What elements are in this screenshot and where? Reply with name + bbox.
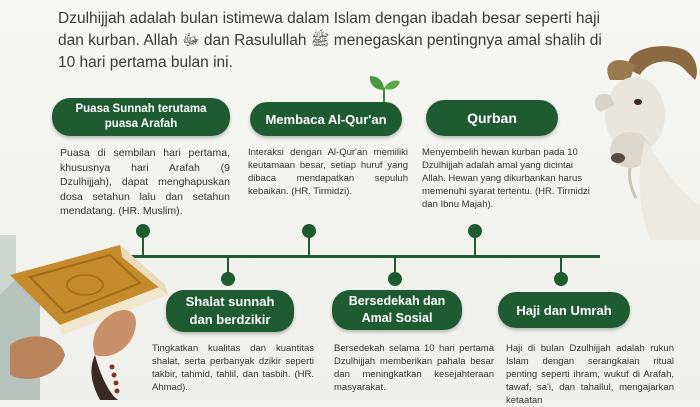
- card-shalat-title: [166, 290, 294, 332]
- card-puasa-title: [52, 98, 230, 136]
- card-title-line: Puasa Sunnah terutama: [75, 103, 207, 115]
- card-title-line: Haji dan Umrah: [516, 302, 612, 318]
- timeline-dot: [388, 272, 402, 286]
- timeline-dot: [221, 272, 235, 286]
- card-title-line: puasa Arafah: [104, 118, 178, 130]
- card-title-line: Qurban: [467, 110, 517, 126]
- timeline-line: [130, 255, 600, 258]
- card-title-line: Bersedekah dan: [348, 294, 446, 308]
- quran-illustration: [0, 235, 185, 400]
- card-title-line: Shalat sunnah: [185, 294, 275, 309]
- timeline-dot: [554, 272, 568, 286]
- goat-illustration: [590, 40, 700, 240]
- leaf-icon: [367, 74, 401, 104]
- card-title-line: dan berdzikir: [189, 312, 271, 327]
- card-title-line: Membaca Al-Qur'an: [265, 111, 387, 127]
- card-shalat-desc: Tingkatkan kualitas dan kuantitas shalat, serta perbanyak dzikir seperti takbir, tahmid, tahlil, dan tasbih. (HR. Ahmad).: [152, 343, 314, 393]
- intro-text: Dzulhijjah adalah bulan istimewa dalam Islam dengan ibadah besar seperti haji dan kurban. Allah ﷻ dan Rasulullah ﷺ menegaskan pentingnya amal shalih di 10 hari pertama bulan ini.: [58, 10, 602, 71]
- card-sedekah-desc: Bersedekah selama 10 hari pertama Dzulhijjah memberikan pahala besar dan meningkatkan kesejahteraan masyarakat.: [334, 343, 494, 393]
- card-qurban-title: [426, 100, 558, 136]
- timeline-stem: [308, 236, 310, 256]
- card-haji-desc: Haji di bulan Dzulhijjah adalah rukun Islam dengan serangkaian ritual penting seperti ihram, wukuf di Arafah, tawaf, sa'i, dan tahallul, mengajarkan ketaatan: [506, 343, 674, 406]
- card-title-line: Amal Sosial: [361, 311, 433, 325]
- card-quran-title: [250, 102, 402, 136]
- card-qurban-desc: Menyembelih hewan kurban pada 10 Dzulhijjah adalah amal yang dicintai Allah. Hewan yang dikurbankan harus memenuhi syarat tertentu. (HR. Tirmidzi dan Ibnu Majah).: [422, 147, 590, 210]
- timeline-stem: [474, 236, 476, 256]
- card-quran-desc: Interaksi dengan Al-Qur'an memiliki keutamaan besar, setiap huruf yang dibaca mendapatkan sepuluh kebaikan. (HR. Tirmidzi).: [248, 147, 408, 197]
- card-sedekah-title: [332, 290, 462, 330]
- card-haji-title: [498, 292, 630, 328]
- card-puasa-desc: Puasa di sembilan hari pertama, khususnya hari Arafah (9 Dzulhijjah), dapat menghapuskan dosa setahun lalu dan setahun mendatang. (HR. Muslim).: [60, 147, 230, 217]
